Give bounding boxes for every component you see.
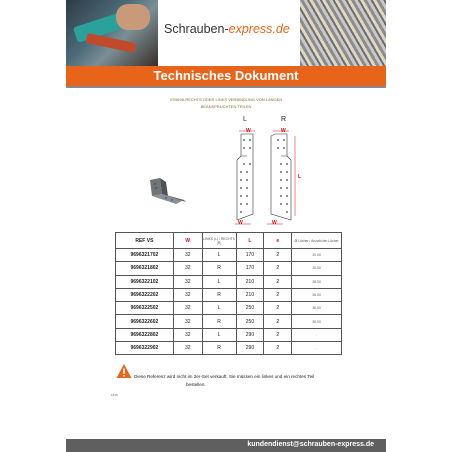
cell-ref: 9696322802 [116,328,174,341]
cell-thickness: 2 [264,315,292,328]
cell-ref: 9696322102 [116,275,174,288]
cell-thickness: 2 [264,342,292,355]
drawing-label-right: R [281,116,287,123]
length-label: L [298,174,302,180]
cell-side: L [202,302,236,315]
page-title: Technisches Dokument [153,68,299,83]
cell-side: L [202,249,236,262]
cell-ref: 9696322902 [116,342,174,355]
table-row [116,302,342,315]
spec-table [115,232,342,355]
title-bar [66,66,386,86]
cell-thickness: 2 [264,302,292,315]
brand-logo-text [164,22,290,36]
description-line-2: BEANSPRUCHTEN TEILEN [200,104,252,109]
table-header-row [116,233,342,249]
cell-length: 250 [236,302,264,315]
header-thickness: e [264,233,292,249]
cell-side: L [202,328,236,341]
bracket-drawing [231,116,301,228]
table-row [116,288,342,301]
cell-side: R [202,262,236,275]
cell-width: 32 [173,315,202,328]
cell-width: 32 [173,249,202,262]
header-banner [66,0,386,66]
cell-side: L [202,275,236,288]
notice-line-1: Diese Referenz wird nicht im 2er-Set verkauft. Sie müssen ein linkes und ein rechtes Teil [134,374,315,379]
footer-email[interactable]: kundendienst@schrauben-express.de [247,441,374,448]
cell-holes: - [292,342,342,355]
document-page [66,0,386,452]
code-note: 1645 [111,393,118,397]
cell-thickness: 2 [264,288,292,301]
cell-width: 32 [173,288,202,301]
product-description [126,96,326,110]
cell-length: 210 [236,275,264,288]
header-holes: Ø Löcher / Anzahl der Löcher [292,233,342,249]
cell-thickness: 2 [264,262,292,275]
description-line-1: VS9696-RECHTS ODER LINKS VERBINDUNG VON LANGEN [169,97,283,102]
cell-ref: 9696322202 [116,288,174,301]
cell-width: 32 [173,275,202,288]
header-length: L [236,233,264,249]
spec-table-body [116,249,342,355]
width-label-bottom-left: W [238,220,243,226]
cell-side: R [202,315,236,328]
width-label-top-left: W [246,128,251,134]
brand-accent: express.de [228,22,290,36]
header-photo-tools [66,0,158,66]
product-photo [146,176,188,206]
cell-length: 210 [236,288,264,301]
table-row [116,315,342,328]
width-label-bottom-right: W [272,220,277,226]
notice-text [134,373,344,389]
table-row [116,328,342,341]
cell-holes: - [292,328,342,341]
header-width: W [173,233,202,249]
cell-ref: 9696321802 [116,262,174,275]
cell-thickness: 2 [264,275,292,288]
cell-holes: 26.00 [292,275,342,288]
cell-length: 170 [236,249,264,262]
cell-length: 170 [236,262,264,275]
cell-holes: 30.00 [292,302,342,315]
table-row [116,275,342,288]
warning-triangle-icon [116,363,132,379]
cell-holes: 26.00 [292,288,342,301]
cell-width: 32 [173,328,202,341]
cell-holes: 20.00 [292,249,342,262]
cell-ref: 9696322602 [116,315,174,328]
cell-width: 32 [173,262,202,275]
table-row [116,342,342,355]
cell-width: 32 [173,302,202,315]
table-row [116,249,342,262]
cell-holes: 20.00 [292,262,342,275]
header-photo-screws [300,0,386,66]
cell-side: R [202,288,236,301]
drawing-label-left: L [243,116,247,123]
cell-length: 290 [236,328,264,341]
title-underline [66,86,386,88]
cell-ref: 9696321702 [116,249,174,262]
technical-drawing [231,116,301,228]
cell-holes: 30.00 [292,315,342,328]
footer-bar [66,439,386,452]
table-row [116,262,342,275]
brand-main: Schrauben- [164,22,229,36]
cell-ref: 9696322502 [116,302,174,315]
header-side: LINKS (L) / RECHTS (R) [202,233,236,249]
notice-line-2: bestellen. [186,382,206,387]
width-label-top-right: W [281,128,286,134]
cell-side: R [202,342,236,355]
cell-length: 250 [236,315,264,328]
cell-width: 32 [173,342,202,355]
brand-logo [158,0,300,66]
cell-thickness: 2 [264,328,292,341]
cell-length: 290 [236,342,264,355]
cell-thickness: 2 [264,249,292,262]
header-ref: REF VS [116,233,174,249]
